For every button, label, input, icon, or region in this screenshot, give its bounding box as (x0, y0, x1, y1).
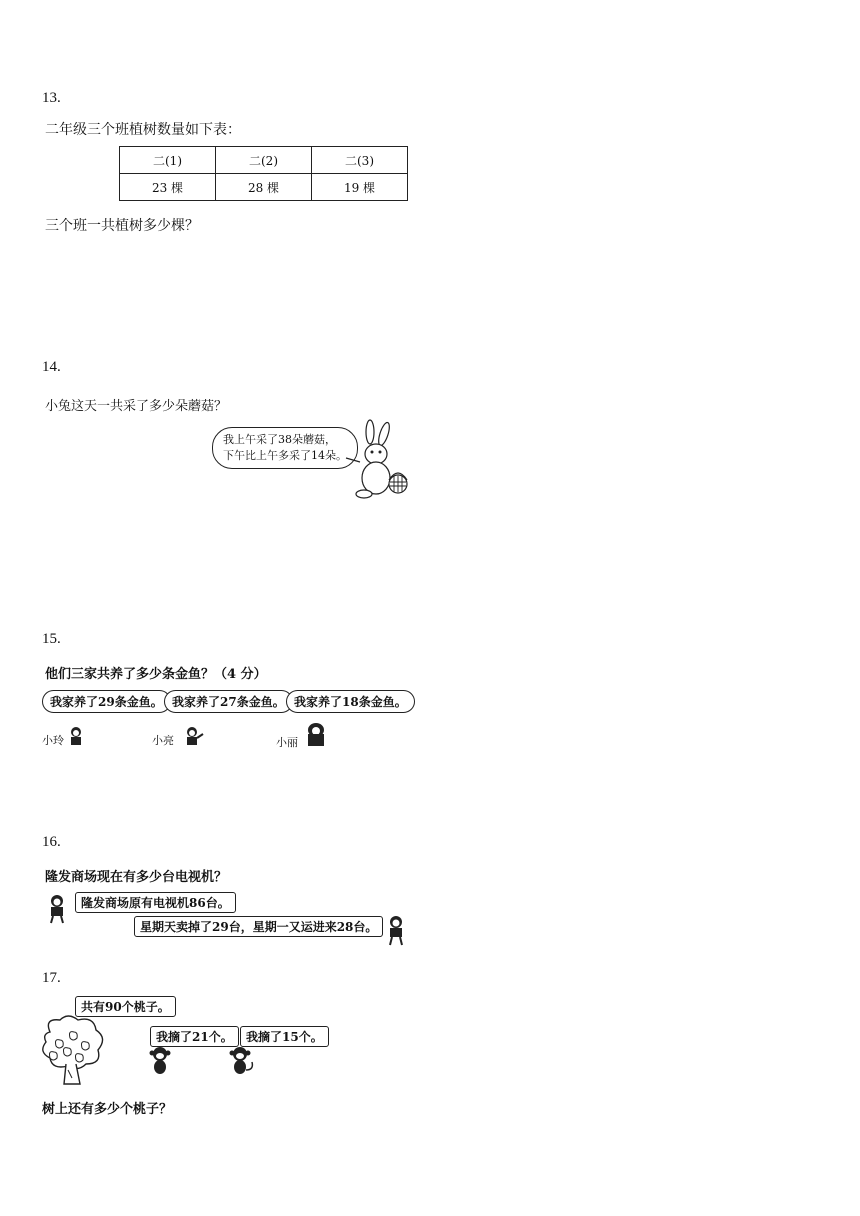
boy-icon (182, 726, 204, 746)
rabbit-speech-line-2: 下午比上午多采了14朵。 (223, 449, 347, 462)
question-16-text: 隆发商场现在有多少台电视机？ (45, 870, 228, 885)
xiaoli-name: 小丽 (276, 736, 298, 749)
rabbit-speech-line-1: 我上午采了38朵蘑菇， (223, 433, 336, 446)
girl-long-hair-icon (304, 722, 328, 748)
mall-speech-box-2: 星期天卖掉了29台，星期一又运进来28台。 (134, 916, 383, 937)
girl-icon (68, 726, 84, 746)
boy-right-icon (384, 914, 408, 946)
xiaoliang-speech-bubble: 我家养了27条金鱼。 (164, 690, 293, 713)
question-17-number: 17. (42, 970, 61, 986)
table-header-class-1: 二(1) (120, 147, 216, 174)
table-value-class-1: 23 棵 (120, 174, 216, 201)
question-14-number: 14. (42, 359, 61, 375)
table-value-class-2: 28 棵 (216, 174, 312, 201)
xiaoling-name: 小玲 (42, 734, 64, 747)
question-15-text: 他们三家共养了多少条金鱼？（4 分） (45, 667, 267, 682)
monkey-icon (228, 1046, 256, 1078)
mall-speech-box-1: 隆发商场原有电视机86台。 (75, 892, 236, 913)
table-header-class-2: 二(2) (216, 147, 312, 174)
rabbit-icon (340, 420, 420, 502)
monkey-icon (148, 1046, 174, 1076)
question-13-number: 13. (42, 90, 61, 106)
monkey-1-speech-box: 我摘了21个。 (150, 1026, 239, 1047)
xiaoli-speech-bubble: 我家养了18条金鱼。 (286, 690, 415, 713)
xiaoling-speech-bubble: 我家养了29条金鱼。 (42, 690, 171, 713)
monkey-2-speech-box: 我摘了15个。 (240, 1026, 329, 1047)
xiaoliang-name: 小亮 (152, 734, 174, 747)
tree-speech-box: 共有90个桃子。 (75, 996, 176, 1017)
question-17-text: 树上还有多少个桃子？ (42, 1102, 173, 1117)
question-13-intro: 二年级三个班植树数量如下表： (45, 122, 241, 138)
table-header-class-3: 二(3) (312, 147, 408, 174)
question-16-number: 16. (42, 834, 61, 850)
rabbit-speech-bubble (212, 427, 358, 469)
question-13-text: 三个班一共植树多少棵？ (45, 218, 199, 234)
question-14-text: 小兔这天一共采了多少朵蘑菇？ (45, 399, 228, 414)
question-15-number: 15. (42, 631, 61, 647)
boy-left-icon (46, 894, 70, 924)
tree-count-table (119, 146, 408, 201)
table-value-class-3: 19 棵 (312, 174, 408, 201)
peach-tree-icon (38, 1014, 108, 1086)
